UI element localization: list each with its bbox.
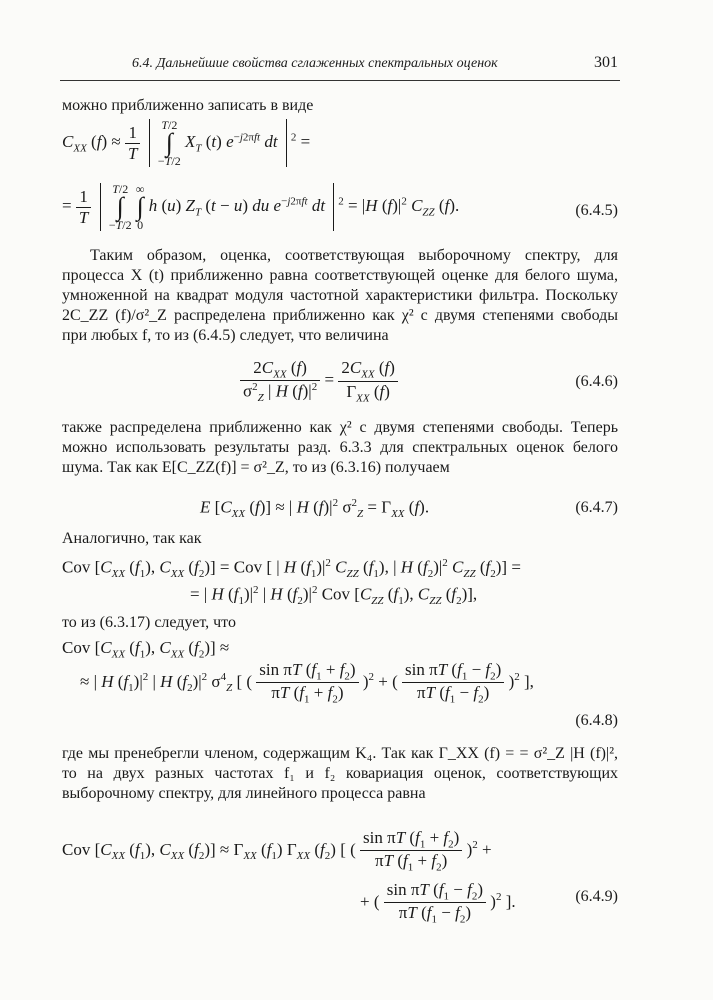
paragraph-2: также распределена приближенно как χ² с двумя степенями свободы. Теперь можно использовать результаты разд. 6.3.3 для спектральных оценок белого шума. Так как E[C_ZZ(f)] = σ²_Z, то из (6.3.16) получаем: [62, 419, 618, 476]
equation-6-4-8-line1: Cov [$C_{XX}$ $(f_1)$, $C_{XX}$ $(f_2)$] ≈: [62, 638, 230, 661]
from-6-3-17-line: то из (6.3.17) следует, что: [62, 614, 236, 631]
similarly-line: Аналогично, так как: [62, 530, 202, 547]
equation-6-4-7: E [$C_{XX}$ (f)] ≈ | H $(f)|^2$ $\sigma^2_Z = \Gamma_{XX}$ (f).: [200, 497, 430, 521]
equation-number-6-4-8: (6.4.8): [575, 712, 618, 729]
equation-6-4-5-line2: = $\frac{1}{T}$ T/2 ∫ −T/2 ∞ ∫ 0 h (u) $Z_T$ (t − u) du $e^{-j2\pi ft}$ dt $^2$ = |H $(f)|^2$ $C_{ZZ}$ (f).: [62, 182, 460, 232]
equation-6-4-9-line1: Cov [$C_{XX}$ $(f_1)$, $C_{XX}$ $(f_2)] \approx \Gamma_{XX}$ $(f_1)$ $\Gamma_{XX}$ $(f_2)$ [ ( $\frac{\sin \pi T (f_1 + f_2)}{\pi T (f_1 + f_2)}$ )$^2$ +: [62, 828, 492, 874]
paragraph-3: где мы пренебрегли членом, содержащим K₄. Так как Γ_XX (f) = = σ²_Z |H (f)|², то на двух разных частотах f₁ и f₂ ковариация оценок, соответствующих выборочному спектру, для линейного процесса равна: [62, 745, 618, 802]
page-number: 301: [594, 54, 618, 71]
cov-equation-line2: = | H $(f_1)|^2$ | H $(f_2)|^2$ Cov [$C_{ZZ}$ $(f_1)$, $C_{ZZ}$ $(f_2)$],: [190, 584, 478, 608]
page: [60, 0, 620, 1000]
equation-number-6-4-6: (6.4.6): [575, 373, 618, 390]
equation-6-4-5-line1: $C_{XX}$ (f) ≈ $\frac{1}{T}$ T/2 ∫ −T/2 $X_T$ (t) $e^{-j2\pi ft}$ dt $^2$ =: [62, 118, 311, 168]
equation-6-4-8-line2: ≈ | H $(f_1)|^2$ | H $(f_2)|^2$ $\sigma^4_Z$ [ ( $\frac{\sin \pi T (f_1 + f_2)}{\pi T (f_1 + f_2)}$ )$^2$ + ( $\frac{\sin \pi T (f_1 - f_2)}{\pi T (f_1 - f_2)}$ )$^2$ ],: [80, 660, 534, 706]
equation-6-4-9-line2: + ( $\frac{\sin \pi T (f_1 - f_2)}{\pi T (f_1 - f_2)}$ )$^2$ ].: [360, 880, 516, 926]
cov-equation-line1: Cov [$C_{XX}$ $(f_1)$, $C_{XX}$ $(f_2)$] = Cov [ | H $(f_1)|^2$ $C_{ZZ}$ $(f_1)$, | H $(f_2)|^2$ $C_{ZZ}$ $(f_2)$] =: [62, 557, 521, 581]
intro-line: можно приближенно записать в виде: [62, 97, 314, 114]
equation-number-6-4-7: (6.4.7): [575, 499, 618, 516]
running-title: 6.4. Дальнейшие свойства сглаженных спектральных оценок: [132, 56, 498, 71]
equation-number-6-4-9: (6.4.9): [575, 888, 618, 905]
equation-6-4-6: $\frac{2C_{XX} (f)}{\sigma^2_Z | H (f)|^2}$ = $\frac{2C_{XX} (f)}{\Gamma_{XX} (f)}$: [240, 358, 398, 404]
equation-number-6-4-5: (6.4.5): [575, 202, 618, 219]
paragraph-1: Таким образом, оценка, соответствующая выборочному спектру, для процесса X (t) приближенно равна соответствующей оценке для белого шума, умноженной на квадрат модуля частотной характеристики фильтра. Поскольку 2C_ZZ (f)/σ²_Z распределена приближенно как χ² с двумя степенями свободы при любых f, то из (6.4.5) следует, что величина: [62, 247, 618, 344]
running-head: [60, 54, 620, 81]
